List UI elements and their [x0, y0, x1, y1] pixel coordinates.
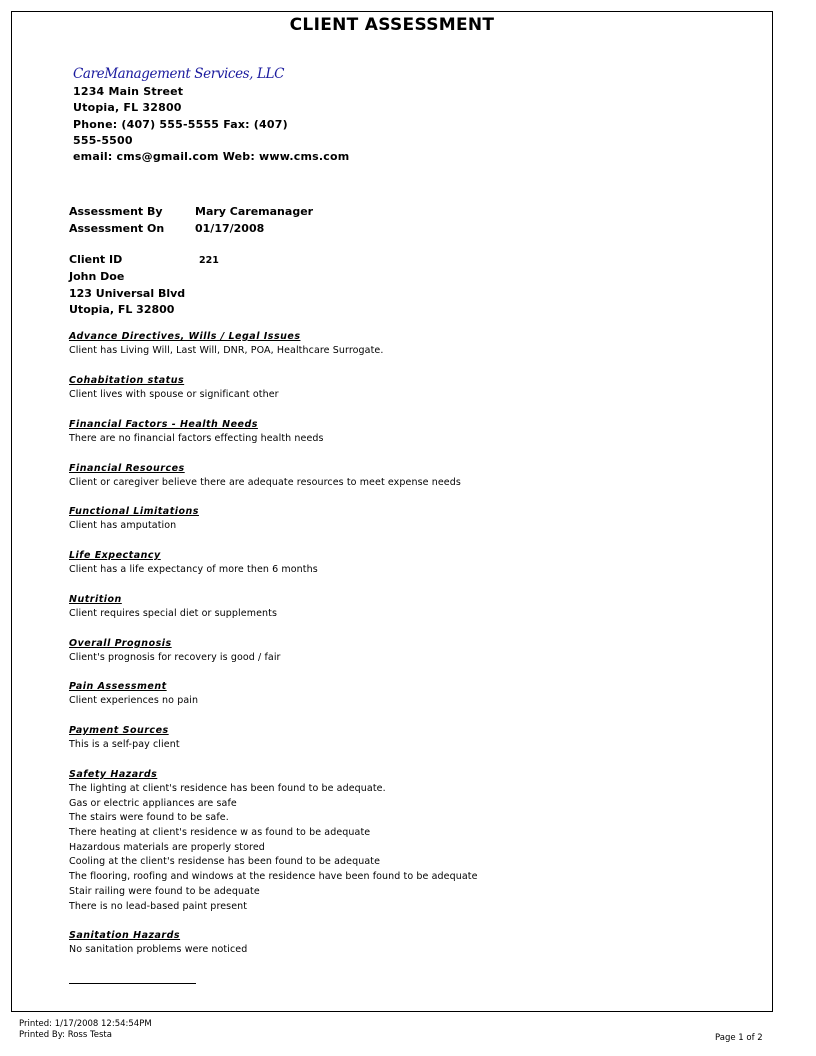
section-line: This is a self-pay client: [69, 739, 180, 750]
section-line: Client's prognosis for recovery is good / fair: [69, 652, 281, 663]
assessment-on-label: Assessment On: [69, 222, 165, 235]
section-line: Client has a life expectancy of more then 6 months: [69, 564, 318, 575]
section-line: Client lives with spouse or significant other: [69, 389, 279, 400]
section-line: Client has amputation: [69, 520, 177, 531]
section-line: There are no financial factors effecting health needs: [69, 433, 324, 444]
section-title: Payment Sources: [69, 725, 169, 736]
section-title: Financial Resources: [69, 463, 185, 474]
section-line: The stairs were found to be safe.: [69, 812, 229, 824]
company-address: 1234 Main Street: [73, 85, 184, 98]
signature-line: [69, 983, 196, 984]
company-name: CareManagement Services, LLC: [73, 66, 285, 82]
section-title: Overall Prognosis: [69, 638, 172, 649]
section-line: There heating at client's residence w as found to be adequate: [69, 827, 371, 839]
section-title: Sanitation Hazards: [69, 930, 181, 941]
section-title: Functional Limitations: [69, 506, 199, 517]
section-title: Life Expectancy: [69, 550, 161, 561]
client-id-label: Client ID: [69, 253, 123, 266]
printed-date: Printed: 1/17/2008 12:54:54PM: [19, 1019, 152, 1029]
section-line: Cooling at the client's residense has been found to be adequate: [69, 856, 381, 868]
company-city: Utopia, FL 32800: [73, 101, 182, 114]
section-title: Advance Directives, Wills / Legal Issues: [69, 331, 301, 342]
assessment-on-value: 01/17/2008: [195, 222, 265, 235]
section-payment-sources: [69, 724, 180, 753]
section-advance-directives: [69, 330, 383, 359]
assessment-by-label: Assessment By: [69, 205, 163, 218]
section-line: No sanitation problems were noticed: [69, 944, 248, 955]
client-name: John Doe: [69, 270, 125, 283]
section-title: Nutrition: [69, 594, 122, 605]
company-fax-continued: 555-5500: [73, 134, 133, 147]
section-line: The flooring, roofing and windows at the residence have been found to be adequate: [69, 871, 478, 883]
section-financial-resources: [69, 462, 461, 491]
section-safety-hazards: [69, 768, 478, 914]
page-title: CLIENT ASSESSMENT: [289, 15, 495, 35]
section-pain-assessment: [69, 680, 198, 709]
section-line: Client or caregiver believe there are adequate resources to meet expense needs: [69, 477, 461, 488]
assessment-by-value: Mary Caremanager: [195, 205, 314, 218]
section-line: The lighting at client's residence has been found to be adequate.: [69, 783, 386, 794]
section-financial-factors: [69, 418, 324, 447]
section-functional-limitations: [69, 505, 199, 534]
section-line: Client requires special diet or supplements: [69, 608, 278, 619]
client-id-value: 221: [199, 255, 219, 266]
section-line: Hazardous materials are properly stored: [69, 841, 265, 853]
section-line: Gas or electric appliances are safe: [69, 797, 237, 809]
printed-by: Printed By: Ross Testa: [19, 1030, 112, 1040]
section-line: Stair railing were found to be adequate: [69, 885, 260, 897]
section-title: Pain Assessment: [69, 681, 167, 692]
section-sanitation-hazards: [69, 929, 247, 958]
section-line: There is no lead-based paint present: [69, 900, 248, 912]
section-cohabitation: [69, 374, 279, 403]
client-city: Utopia, FL 32800: [69, 303, 175, 316]
section-title: Cohabitation status: [69, 375, 185, 386]
section-line: Client experiences no pain: [69, 695, 199, 706]
section-overall-prognosis: [69, 637, 281, 666]
page-number: Page 1 of 2: [715, 1033, 763, 1043]
section-title: Safety Hazards: [69, 769, 158, 780]
section-line: Client has Living Will, Last Will, DNR, POA, Healthcare Surrogate.: [69, 345, 384, 356]
company-phone-fax: Phone: (407) 555-5555 Fax: (407): [73, 118, 288, 131]
client-street: 123 Universal Blvd: [69, 287, 186, 300]
company-email-web: email: cms@gmail.com Web: www.cms.com: [73, 150, 350, 163]
section-title: Financial Factors - Health Needs: [69, 419, 258, 430]
section-nutrition: [69, 593, 277, 622]
section-life-expectancy: [69, 549, 318, 578]
